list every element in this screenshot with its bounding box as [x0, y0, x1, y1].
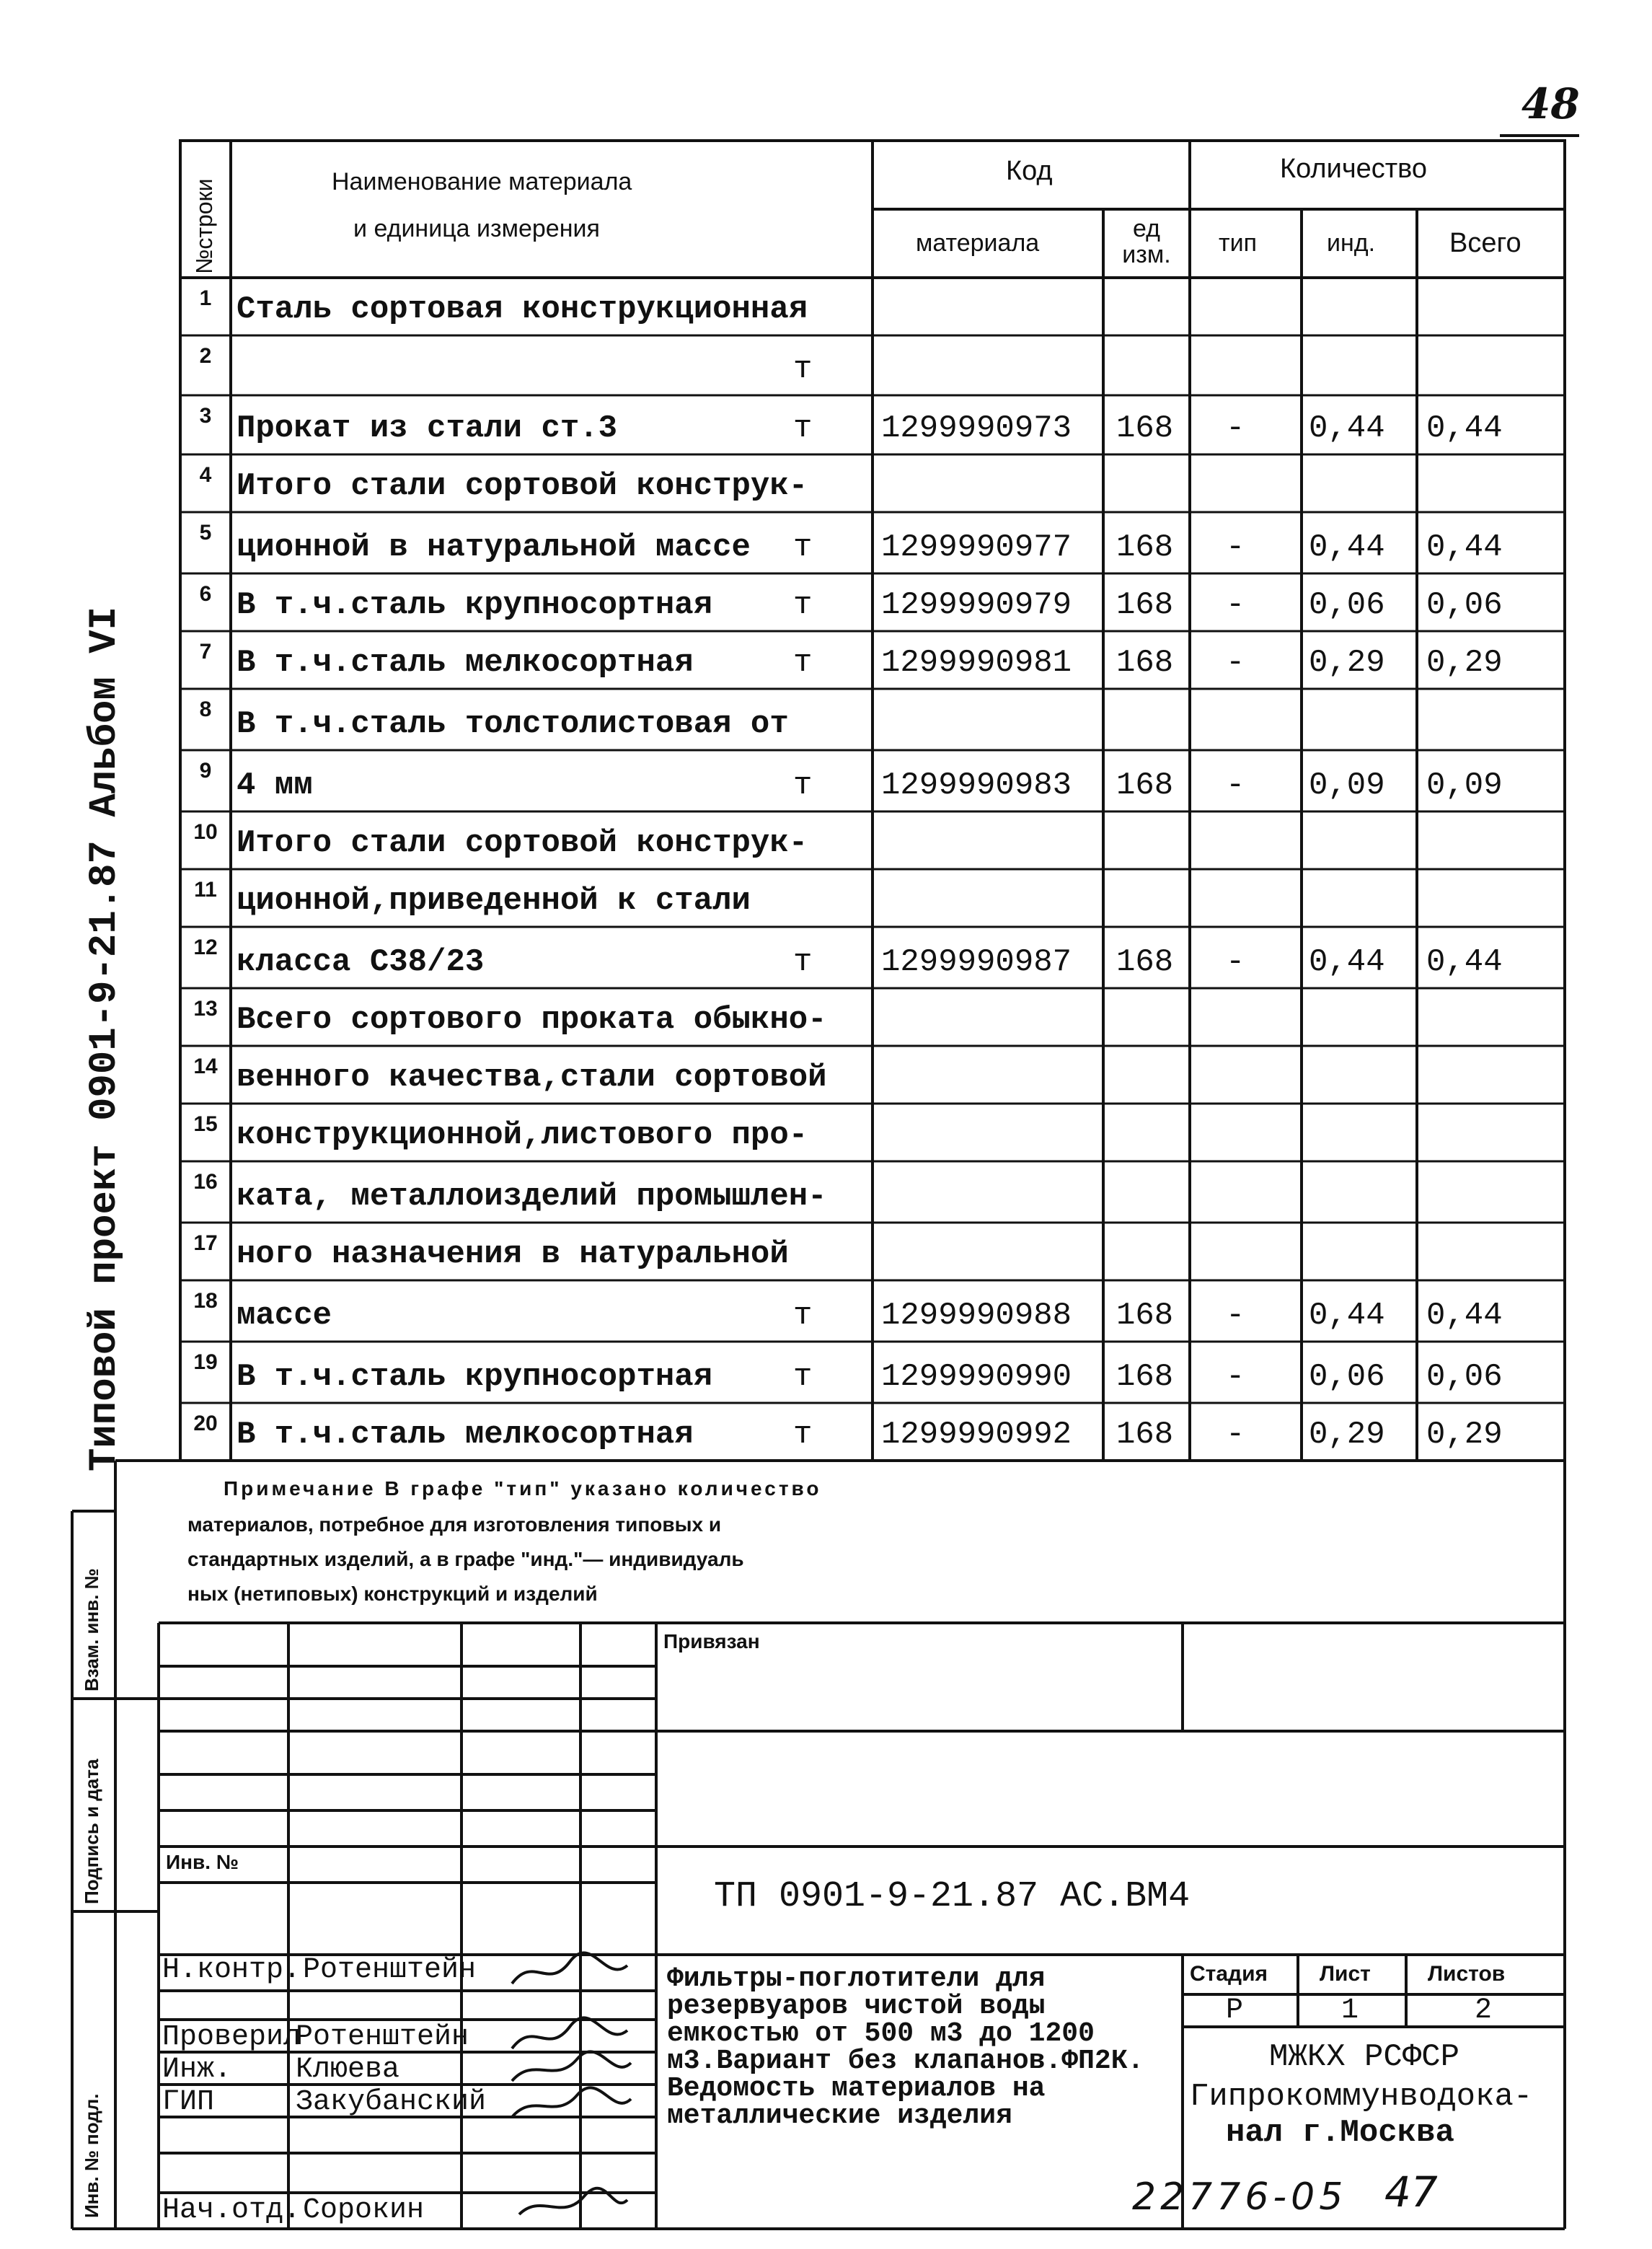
row-name: ката, металлоизделий промышлен- — [237, 1179, 827, 1215]
row-unit: т — [793, 1417, 813, 1453]
row-number: 7 — [199, 640, 212, 664]
row-qty-ind: 0,29 — [1309, 645, 1385, 681]
row-name: В т.ч.сталь мелкосортная — [237, 645, 694, 681]
row-unit: т — [793, 767, 813, 804]
row-unit-code: 168 — [1116, 1298, 1174, 1334]
row-qty-ind: 0,06 — [1309, 587, 1385, 623]
row-name: ционной,приведенной к стали — [237, 883, 751, 919]
row-number: 13 — [193, 997, 218, 1021]
row-name: Всего сортового проката обыкно- — [237, 1002, 827, 1038]
label-vzam-inv: Взам. инв. № — [81, 1568, 102, 1691]
nach-name: Сорокин — [303, 2194, 425, 2227]
row-number: 8 — [199, 697, 212, 721]
header-row-no: №строки — [191, 178, 217, 274]
row-number: 19 — [193, 1350, 218, 1374]
row-qty-ind: 0,44 — [1309, 1298, 1385, 1334]
row-number: 3 — [199, 404, 212, 428]
listov-value: 2 — [1475, 1994, 1493, 2027]
note-line3: стандартных изделий, а в графе "инд."— индивидуаль — [187, 1548, 744, 1570]
row-unit: т — [793, 645, 813, 681]
row-qty-total: 0,29 — [1426, 645, 1503, 681]
row-qty-type: - — [1226, 944, 1245, 980]
row-code: 1299990977 — [881, 529, 1072, 565]
stamp-title: Фильтры-поглотители для резервуаров чистой воды емкостью от 500 м3 до 1200 м3.Вариант без клапанов.ФП2К. Ведомость материалов на металлические изделия — [667, 1963, 1144, 2131]
proveril-name: Ротенштейн — [296, 2021, 469, 2054]
row-qty-ind: 0,06 — [1309, 1359, 1385, 1395]
row-code: 1299990973 — [881, 410, 1072, 446]
row-unit-code: 168 — [1116, 1417, 1174, 1453]
note-line1: Примечание В графе "тип" указано количество — [224, 1477, 822, 1500]
row-qty-ind: 0,44 — [1309, 529, 1385, 565]
listov-label: Листов — [1428, 1962, 1506, 1986]
row-name: ного назначения в натуральной — [237, 1236, 789, 1272]
row-unit-code: 168 — [1116, 587, 1174, 623]
row-unit: т — [793, 410, 813, 446]
n-kontr-role: Н.контр. — [162, 1954, 301, 1986]
row-number: 17 — [193, 1231, 218, 1255]
header-quantity: Количество — [1280, 154, 1428, 184]
row-unit-code: 168 — [1116, 410, 1174, 446]
inzh-name: Клюева — [296, 2054, 400, 2086]
note-line4: ных (нетиповых) конструкций и изделий — [187, 1583, 598, 1605]
row-number: 20 — [193, 1412, 218, 1435]
row-unit-code: 168 — [1116, 1359, 1174, 1395]
row-number: 15 — [193, 1112, 218, 1136]
row-unit: т — [793, 944, 813, 980]
stadia-value: Р — [1226, 1994, 1244, 2027]
inzh-role: Инж. — [162, 2054, 232, 2086]
row-qty-type: - — [1226, 587, 1245, 623]
org-line3: нал г.Москва — [1226, 2115, 1454, 2151]
row-code: 1299990981 — [881, 645, 1072, 681]
row-unit-code: 168 — [1116, 944, 1174, 980]
row-unit: т — [793, 351, 813, 387]
row-code: 1299990979 — [881, 587, 1072, 623]
row-number: 5 — [199, 521, 212, 545]
row-number: 10 — [193, 820, 218, 844]
gip-name: Закубанский — [296, 2086, 487, 2118]
row-name: В т.ч.сталь крупносортная — [237, 1359, 713, 1395]
header-code-material: материала — [916, 229, 1040, 257]
row-name: ционной в натуральной массе — [237, 529, 751, 565]
header-code-unit: ед изм. — [1122, 215, 1171, 268]
row-number: 16 — [193, 1170, 218, 1194]
org-line2: Гипрокоммунводока- — [1190, 2079, 1533, 2115]
footer-number: 22776-05 — [1132, 2175, 1348, 2219]
row-qty-total: 0,44 — [1426, 410, 1503, 446]
row-qty-total: 0,29 — [1426, 1417, 1503, 1453]
row-qty-total: 0,06 — [1426, 1359, 1503, 1395]
row-unit: т — [793, 1298, 813, 1334]
row-qty-type: - — [1226, 529, 1245, 565]
row-number: 14 — [193, 1055, 218, 1078]
row-unit: т — [793, 1359, 813, 1395]
header-qty-type: тип — [1219, 229, 1257, 257]
row-name: массе — [237, 1298, 332, 1334]
footer-page: 47 — [1384, 2167, 1438, 2217]
row-name: венного качества,стали сортовой — [237, 1060, 827, 1096]
row-name: Сталь сортовая конструкционная — [237, 291, 808, 327]
row-code: 1299990990 — [881, 1359, 1072, 1395]
row-code: 1299990992 — [881, 1417, 1072, 1453]
nach-role: Нач.отд. — [162, 2194, 301, 2227]
row-name: Прокат из стали ст.3 — [237, 410, 618, 446]
row-name: В т.ч.сталь крупносортная — [237, 587, 713, 623]
row-code: 1299990983 — [881, 767, 1072, 804]
label-inv-podl: Инв. № подл. — [81, 2093, 102, 2218]
row-qty-total: 0,44 — [1426, 944, 1503, 980]
header-code: Код — [1006, 156, 1053, 186]
row-unit-code: 168 — [1116, 767, 1174, 804]
row-name: конструкционной,листового про- — [237, 1117, 808, 1153]
row-number: 1 — [199, 286, 212, 310]
row-unit-code: 168 — [1116, 645, 1174, 681]
side-title: Типовой проект 0901-9-21.87 Альбом VI — [83, 607, 127, 1471]
stamp-inv-no: Инв. № — [166, 1851, 239, 1873]
row-number: 9 — [199, 759, 212, 783]
proveril-role: Проверил — [162, 2021, 301, 2054]
row-qty-type: - — [1226, 1359, 1245, 1395]
row-number: 6 — [199, 582, 212, 606]
row-code: 1299990988 — [881, 1298, 1072, 1334]
row-name: класса С38/23 — [237, 944, 485, 980]
row-qty-type: - — [1226, 645, 1245, 681]
stamp-privyazan: Привязан — [663, 1630, 760, 1652]
header-name-line2: и единица измерения — [353, 215, 600, 242]
list-value: 1 — [1341, 1994, 1359, 2027]
org-line1: МЖКХ РСФСР — [1269, 2039, 1460, 2075]
row-qty-type: - — [1226, 767, 1245, 804]
label-podpis-data: Подпись и дата — [81, 1759, 102, 1904]
row-code: 1299990987 — [881, 944, 1072, 980]
row-number: 11 — [194, 878, 217, 902]
stamp-doc-code: ТП 0901-9-21.87 АС.ВМ4 — [714, 1876, 1191, 1917]
list-label: Лист — [1320, 1962, 1371, 1986]
row-qty-ind: 0,29 — [1309, 1417, 1385, 1453]
row-unit: т — [793, 587, 813, 623]
signatures — [505, 1947, 635, 2229]
gip-role: ГИП — [162, 2086, 215, 2118]
row-unit: т — [793, 529, 813, 565]
row-qty-type: - — [1226, 1298, 1245, 1334]
row-qty-total: 0,44 — [1426, 529, 1503, 565]
row-qty-ind: 0,44 — [1309, 410, 1385, 446]
row-qty-total: 0,06 — [1426, 587, 1503, 623]
row-number: 2 — [199, 344, 212, 368]
row-qty-total: 0,44 — [1426, 1298, 1503, 1334]
n-kontr-name: Ротенштейн — [303, 1954, 477, 1986]
note-line2: материалов, потребное для изготовления типовых и — [187, 1513, 722, 1536]
row-qty-type: - — [1226, 410, 1245, 446]
row-name: В т.ч.сталь мелкосортная — [237, 1417, 694, 1453]
row-name: Итого стали сортовой конструк- — [237, 468, 808, 504]
stadia-label: Стадия — [1190, 1962, 1268, 1986]
row-qty-ind: 0,44 — [1309, 944, 1385, 980]
row-qty-type: - — [1226, 1417, 1245, 1453]
row-name: 4 мм — [237, 767, 313, 804]
header-qty-ind: инд. — [1327, 229, 1376, 257]
row-name: Итого стали сортовой конструк- — [237, 825, 808, 861]
row-number: 4 — [199, 463, 212, 487]
row-unit-code: 168 — [1116, 529, 1174, 565]
page-number: 48 — [1521, 79, 1580, 128]
row-qty-total: 0,09 — [1426, 767, 1503, 804]
row-number: 12 — [193, 936, 218, 959]
row-name: В т.ч.сталь толстолистовая от — [237, 706, 789, 742]
row-number: 18 — [193, 1289, 218, 1313]
row-qty-ind: 0,09 — [1309, 767, 1385, 804]
header-qty-total: Всего — [1449, 228, 1521, 258]
header-name-line1: Наименование материала — [332, 168, 632, 195]
